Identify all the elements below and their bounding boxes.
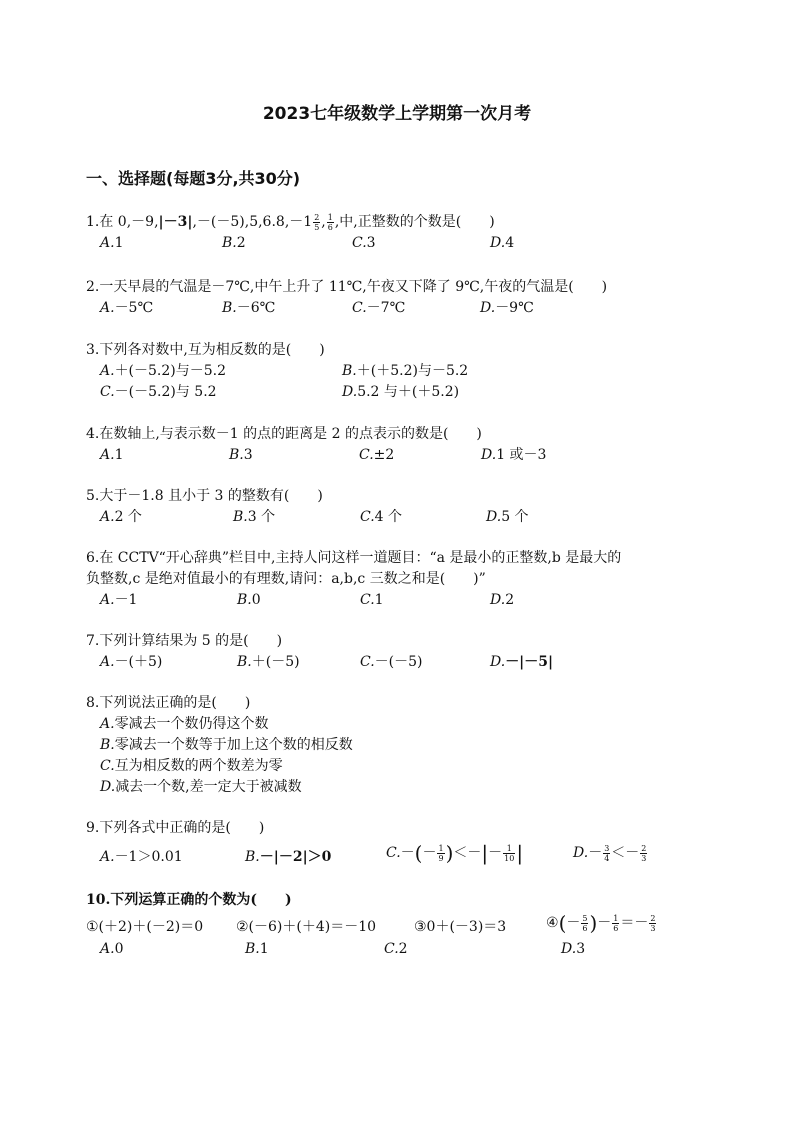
fraction: $\frac{5}{6}$ — [582, 913, 588, 933]
option-b[interactable]: B.0 — [237, 592, 261, 608]
option-b[interactable]: B.＋(＋5.2)与－5.2 — [342, 363, 469, 379]
option-c[interactable]: C.－7℃ — [352, 300, 406, 316]
question-stem: 7.下列计算结果为 5 的是( ) — [86, 633, 283, 649]
statement-2: ②(－6)＋(＋4)＝－10 — [236, 919, 377, 935]
option-b[interactable]: B.零减去一个数等于加上这个数的相反数 — [100, 737, 353, 753]
options-row — [86, 382, 716, 403]
option-a[interactable]: A.＋(－5.2)与－5.2 — [100, 363, 227, 379]
question-stem: 8.下列说法正确的是( ) — [86, 695, 251, 711]
option-b[interactable]: B.＋(－5) — [237, 654, 300, 670]
question-2 — [86, 277, 716, 319]
option-b[interactable]: B.3 — [229, 447, 253, 463]
question-5 — [86, 486, 716, 528]
option-a[interactable]: A.－1＞0.01 — [100, 849, 183, 865]
question-10 — [86, 890, 716, 960]
statement-1: ①(＋2)＋(－2)＝0 — [86, 919, 204, 935]
fraction: $\frac{1}{6}$ — [613, 913, 619, 933]
question-3 — [86, 340, 716, 403]
question-9 — [86, 818, 716, 871]
question-7 — [86, 631, 716, 673]
option-b[interactable]: B.1 — [245, 941, 269, 957]
stem-text: ,－(－5),5,6.8,－1 — [192, 214, 313, 230]
options-row — [86, 507, 716, 528]
question-stem: 4.在数轴上,与表示数－1 的点的距离是 2 的点表示的数是( ) — [86, 426, 482, 442]
option-d[interactable]: D.－9℃ — [480, 300, 534, 316]
question-stem: 10.下列运算正确的个数为( ) — [86, 892, 292, 908]
options-row — [86, 590, 716, 611]
option-c[interactable]: C.3 — [352, 235, 376, 251]
options-row — [86, 298, 716, 319]
options-row — [86, 652, 716, 673]
fraction: $\frac{2}{3}$ — [641, 843, 647, 863]
options-row — [86, 939, 716, 960]
option-d[interactable]: D.减去一个数,差一定大于被减数 — [100, 779, 302, 795]
absolute-value: |－3| — [158, 214, 193, 230]
option-c[interactable]: C.1 — [360, 592, 384, 608]
option-d[interactable]: D.3 — [561, 941, 586, 957]
option-c[interactable]: C.4 个 — [360, 509, 403, 525]
option-a[interactable]: A.－(＋5) — [100, 654, 163, 670]
option-b[interactable]: B.－|－2|＞0 — [245, 849, 332, 865]
fraction: $\frac{3}{4}$ — [604, 843, 610, 863]
option-c[interactable]: C.2 — [384, 941, 408, 957]
fraction: $\frac{2}{5}$ — [314, 212, 320, 232]
fraction: $\frac{1}{9}$ — [438, 843, 444, 863]
statement-3: ③0＋(－3)＝3 — [414, 919, 507, 935]
question-stem-cont: 负整数,c 是绝对值最小的有理数,请问：a,b,c 三数之和是( )” — [86, 571, 486, 587]
option-c[interactable]: C.－(－ $\frac{1}{9}$ )＜－|－ $\frac{1}{10}$ | — [386, 841, 524, 865]
option-a[interactable]: A.0 — [100, 941, 124, 957]
fraction: $\frac{1}{10}$ — [504, 843, 515, 863]
question-stem: 5.大于－1.8 且小于 3 的整数有( ) — [86, 488, 323, 504]
option-b[interactable]: B.2 — [222, 235, 246, 251]
stem-text: ,中,正整数的个数是( ) — [334, 214, 495, 230]
option-a[interactable]: A.－5℃ — [100, 300, 154, 316]
option-c[interactable]: C.互为相反数的两个数差为零 — [100, 758, 283, 774]
option-a[interactable]: A.1 — [100, 447, 124, 463]
option-d[interactable]: D.－ $\frac{3}{4}$ ＜－ $\frac{2}{3}$ — [573, 843, 647, 863]
option-a[interactable]: A.2 个 — [100, 509, 142, 525]
section-heading: 一、选择题(每题3分,共30分) — [86, 169, 301, 188]
question-6 — [86, 548, 716, 611]
question-1 — [86, 212, 716, 254]
fraction: $\frac{1}{6}$ — [327, 212, 333, 232]
option-d[interactable]: D.5 个 — [486, 509, 529, 525]
option-a[interactable]: A.－1 — [100, 592, 138, 608]
option-d[interactable]: D.－|－5| — [490, 654, 554, 670]
option-b[interactable]: B.3 个 — [233, 509, 276, 525]
question-stem: 3.下列各对数中,互为相反数的是( ) — [86, 342, 325, 358]
options-row — [86, 445, 716, 466]
option-a[interactable]: A.1 — [100, 235, 124, 251]
question-stem: 2.一天早晨的气温是－7℃,中午上升了 11℃,午夜又下降了 9℃,午夜的气温是( ) — [86, 279, 608, 295]
option-d[interactable]: D.5.2 与＋(＋5.2) — [342, 384, 460, 400]
stem-text: 1.在 0,－9, — [86, 214, 159, 230]
option-c[interactable]: C.±2 — [359, 447, 395, 463]
page-title: 2023七年级数学上学期第一次月考 — [262, 104, 532, 124]
option-a[interactable]: A.零减去一个数仍得这个数 — [100, 716, 269, 732]
question-4 — [86, 424, 716, 466]
question-stem: 9.下列各式中正确的是( ) — [86, 820, 265, 836]
options-row — [86, 233, 716, 254]
statements-row — [86, 913, 716, 939]
option-c[interactable]: C.－(－5) — [360, 654, 423, 670]
option-c[interactable]: C.－(－5.2)与 5.2 — [100, 384, 217, 400]
fraction: $\frac{2}{3}$ — [650, 913, 656, 933]
question-stem: 6.在 CCTV“开心辞典”栏目中,主持人问这样一道题目：“a 是最小的正整数,b 是最大的 — [86, 550, 622, 566]
question-8 — [86, 693, 716, 798]
question-stem: 1.在 0,－9,|－3|,－(－5),5,6.8,－1 $\frac{2}{5}$ , $\frac{1}{6}$ ,中,正整数的个数是( ) — [86, 212, 495, 232]
option-d[interactable]: D.1 或－3 — [481, 447, 547, 463]
options-row — [86, 361, 716, 382]
options-row — [86, 843, 716, 871]
option-b[interactable]: B.－6℃ — [222, 300, 276, 316]
option-d[interactable]: D.4 — [490, 235, 515, 251]
statement-4: ④(－ $\frac{5}{6}$ )－ $\frac{1}{6}$ ＝－ $\frac{2}{3}$ — [546, 911, 656, 935]
option-d[interactable]: D.2 — [490, 592, 515, 608]
